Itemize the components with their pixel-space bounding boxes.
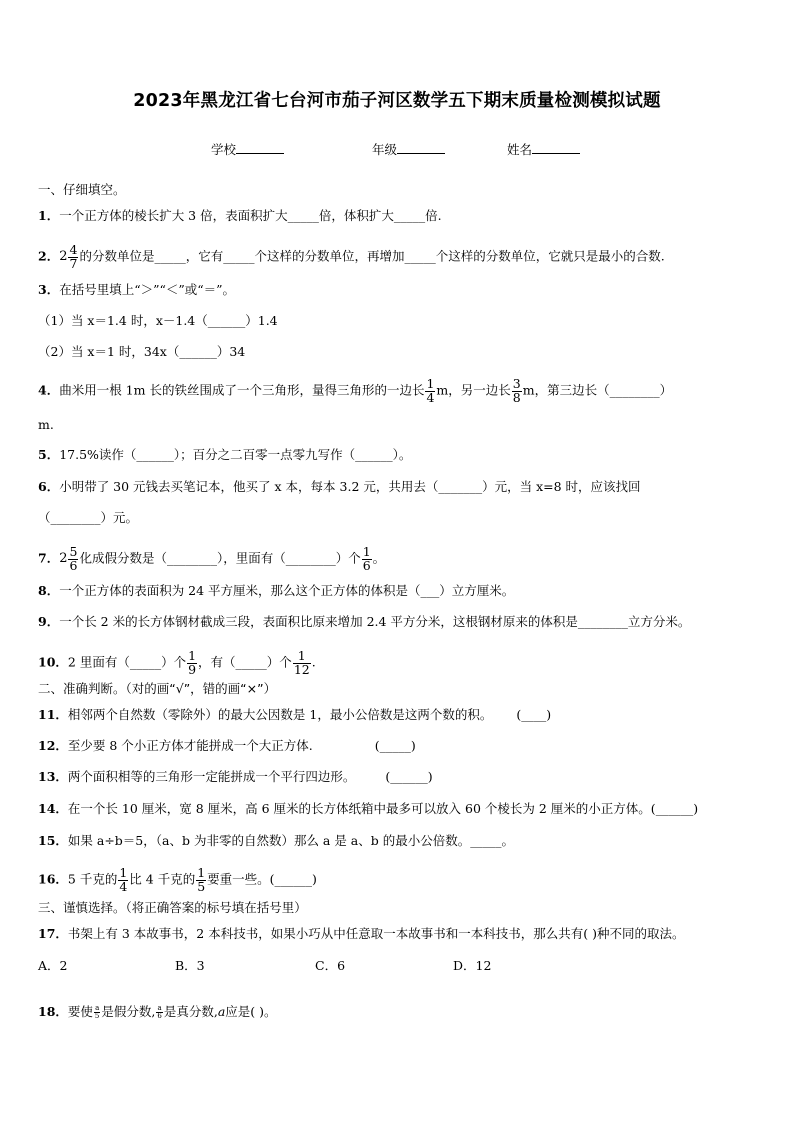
question-number: 15． <box>38 833 68 848</box>
option-a: A．2 <box>38 958 68 973</box>
fraction: $\frac{1}{4}$ <box>119 865 128 894</box>
question-text: 2 里面有（_____）个 <box>67 654 187 670</box>
question-text: 相邻两个自然数（零除外）的最大公因数是 1，最小公倍数是这两个数的积。 <box>67 707 493 722</box>
option-c: C．6 <box>315 958 346 973</box>
question-number: 17． <box>38 926 68 941</box>
question-text: 。 <box>372 550 386 566</box>
option-d: D．12 <box>453 958 492 973</box>
question-number: 11． <box>38 707 68 722</box>
question-3-sub-2: （2）当 x＝1 时，34x（______）34 <box>38 344 246 359</box>
grade-blank <box>397 141 445 154</box>
question-18 <box>38 1004 277 1020</box>
question-text: 应是( )。 <box>225 1004 277 1019</box>
fraction: $\frac{a}{6}$ <box>157 1004 162 1020</box>
fraction: $\frac{a}{5}$ <box>94 1004 100 1020</box>
question-3 <box>38 282 235 298</box>
school-field <box>211 140 284 158</box>
fraction: $\frac{1}{4}$ <box>426 376 435 405</box>
question-number: 12． <box>38 738 68 753</box>
question-13 <box>38 769 433 785</box>
mixed-number: 2 $\frac{4}{7}$ <box>59 242 78 271</box>
question-text: 书架上有 3 本故事书，2 本科技书，如果小巧从中任意取一本故事书和一本科技书，那么共有( )种不同的取法。 <box>67 926 685 941</box>
question-number: 2． <box>38 248 60 264</box>
question-4-cont: m. <box>38 417 54 432</box>
question-text: 要重一些。(______) <box>207 871 317 887</box>
section-2-heading: 二、准确判断。（对的画“√”，错的画“×”） <box>38 681 277 696</box>
question-number: 16． <box>38 871 68 887</box>
question-3-sub-1: （1）当 x＝1.4 时，x－1.4（______）1.4 <box>38 313 278 328</box>
question-text: 5 千克的 <box>67 871 118 887</box>
grade-label: 年级 <box>372 142 398 157</box>
question-number: 1． <box>38 208 60 223</box>
question-number: 7． <box>38 550 60 566</box>
name-blank <box>532 141 580 154</box>
fraction: $\frac{1}{9}$ <box>188 648 197 677</box>
question-text: 如果 a÷b＝5，（a、b 为非零的自然数）那么 a 是 a、b 的最小公倍数。_____。 <box>67 833 514 848</box>
question-text: 是假分数, <box>101 1004 156 1019</box>
fraction: $\frac{3}{8}$ <box>512 376 521 405</box>
question-text: . <box>311 654 316 670</box>
question-text: 要使 <box>67 1004 93 1019</box>
question-4 <box>38 378 672 404</box>
question-text: 一个长 2 米的长方体钢材截成三段，表面积比原来增加 2.4 平方分米，这根钢材原来的体积是________立方分米。 <box>59 614 691 629</box>
question-2 <box>38 244 665 270</box>
question-15 <box>38 833 514 849</box>
question-number: 9． <box>38 614 60 629</box>
variable: a <box>217 1004 226 1019</box>
question-text: m，另一边长 <box>436 382 511 398</box>
question-number: 4． <box>38 382 60 398</box>
fraction: $\frac{5}{6}$ <box>69 544 78 573</box>
fraction: $\frac{1}{6}$ <box>362 544 371 573</box>
answer-blank: (______) <box>385 769 433 784</box>
question-number: 18． <box>38 1004 68 1019</box>
question-number: 10． <box>38 654 68 670</box>
option-b: B．3 <box>175 958 205 973</box>
question-text: 曲米用一根 1m 长的铁丝围成了一个三角形，量得三角形的一边长 <box>59 382 425 398</box>
question-text: 是真分数, <box>163 1004 218 1019</box>
question-text: 两个面积相等的三角形一定能拼成一个平行四边形。 <box>67 769 356 784</box>
question-14 <box>38 801 698 817</box>
question-text: 化成假分数是（________），里面有（________）个 <box>79 550 361 566</box>
mixed-number: 2 $\frac{5}{6}$ <box>59 544 78 573</box>
question-text: 17.5%读作（______）；百分之二百零一点零九写作（______）。 <box>59 447 412 462</box>
section-3-heading: 三、谨慎选择。（将正确答案的标号填在括号里） <box>38 900 307 915</box>
question-number: 8． <box>38 583 60 598</box>
answer-blank: (_____) <box>374 738 416 753</box>
page-title: 2023年黑龙江省七台河市茄子河区数学五下期末质量检测模拟试题 <box>133 91 661 111</box>
question-text: m，第三边长（________） <box>522 382 673 398</box>
question-number: 14． <box>38 801 68 816</box>
question-5 <box>38 447 411 463</box>
school-blank <box>236 141 284 154</box>
question-number: 6． <box>38 479 60 494</box>
question-9 <box>38 614 690 630</box>
question-number: 13． <box>38 769 68 784</box>
question-number: 3． <box>38 282 60 297</box>
question-10 <box>38 650 316 676</box>
question-text: 一个正方体的棱长扩大 3 倍，表面积扩大_____倍，体积扩大_____倍. <box>59 208 442 223</box>
question-text: 至少要 8 个小正方体才能拼成一个大正方体. <box>67 738 313 753</box>
question-6 <box>38 479 641 495</box>
school-label: 学校 <box>211 142 237 157</box>
fraction: $\frac{4}{7}$ <box>69 242 78 271</box>
question-6-cont: （________）元。 <box>38 510 139 525</box>
question-text: 一个正方体的表面积为 24 平方厘米，那么这个正方体的体积是（___）立方厘米。 <box>59 583 515 598</box>
fraction: $\frac{1}{12}$ <box>293 648 310 677</box>
question-16 <box>38 867 317 893</box>
name-label: 姓名 <box>507 142 533 157</box>
question-text: 在括号里填上“＞”“＜”或“＝”。 <box>59 282 236 297</box>
question-text: 小明带了 30 元钱去买笔记本，他买了 x 本，每本 3.2 元，共用去（_______）元，当 x=8 时，应该找回 <box>59 479 641 494</box>
grade-field <box>372 140 445 158</box>
question-number: 5． <box>38 447 60 462</box>
question-text: 的分数单位是_____，它有_____个这样的分数单位，再增加_____个这样的分数单位，它就只是最小的合数. <box>79 248 665 264</box>
question-17 <box>38 926 684 942</box>
question-text: 在一个长 10 厘米，宽 8 厘米，高 6 厘米的长方体纸箱中最多可以放入 60 个棱长为 2 厘米的小正方体。(______) <box>67 801 699 816</box>
question-text: ，有（_____）个 <box>198 654 292 670</box>
fraction: $\frac{1}{5}$ <box>197 865 206 894</box>
question-11 <box>38 707 551 723</box>
question-text: 比 4 千克的 <box>129 871 196 887</box>
section-1-heading: 一、仔细填空。 <box>38 182 126 197</box>
name-field <box>507 140 580 158</box>
question-7 <box>38 546 385 572</box>
question-8 <box>38 583 514 599</box>
answer-blank: (____) <box>516 707 552 722</box>
question-12 <box>38 738 416 754</box>
question-1 <box>38 208 442 224</box>
